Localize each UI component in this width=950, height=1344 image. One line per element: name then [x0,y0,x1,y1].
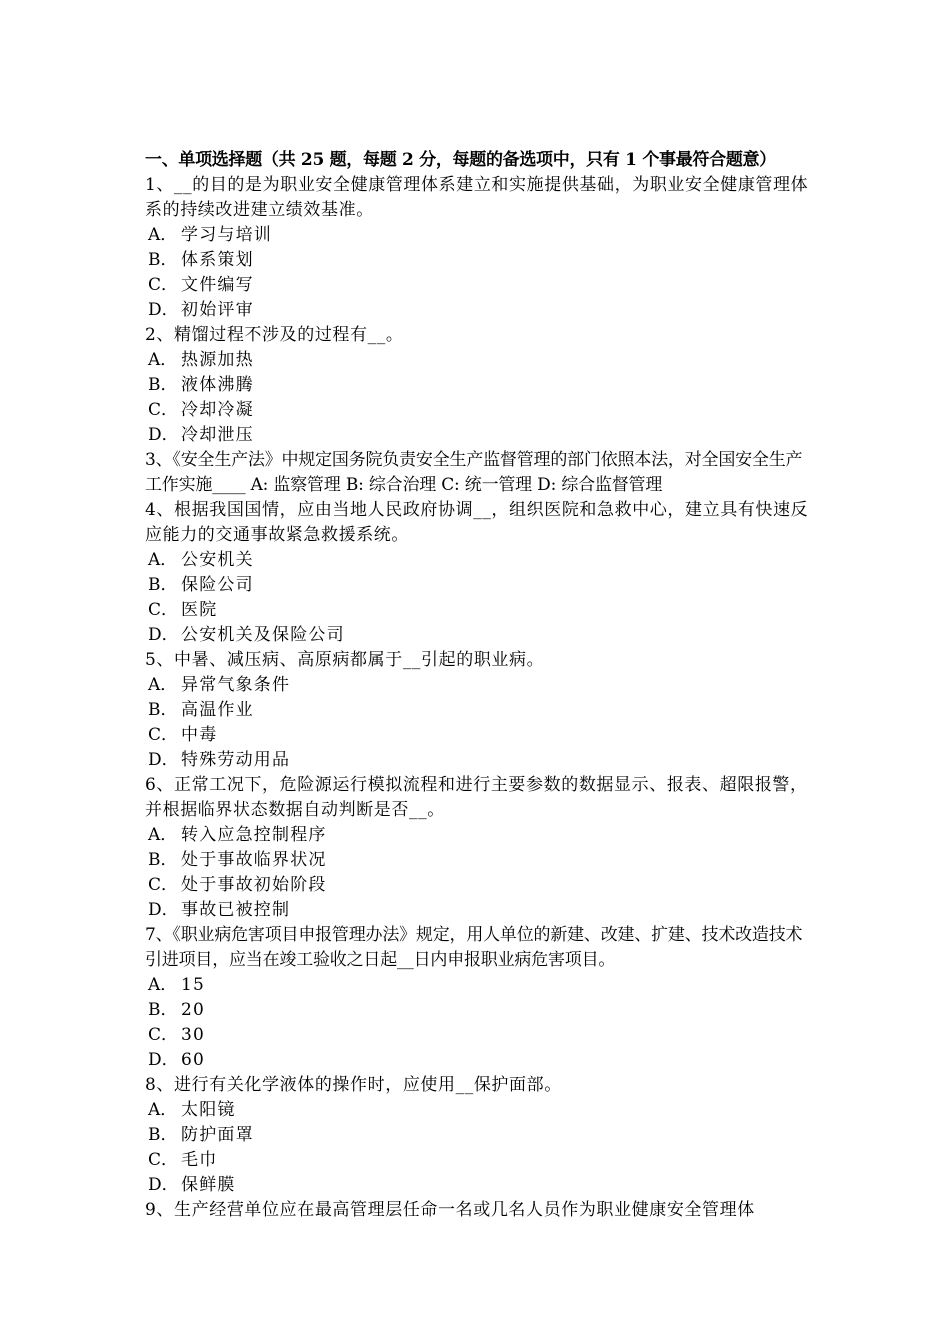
option-text: 公安机关 [181,550,254,570]
option-letter: B． [148,1125,178,1145]
option-a [145,673,810,698]
option-c [145,398,810,423]
option-a [145,223,810,248]
option-b [145,373,810,398]
option-text: 体系策划 [181,250,254,270]
option-text: 医院 [181,600,218,620]
option-a [145,548,810,573]
question-text: 9、生产经营单位应在最高管理层任命一名或几名人员作为职业健康安全管理体 [145,1200,755,1220]
option-d [145,748,810,773]
option-text: 20 [181,1000,206,1020]
option-letter: C． [148,725,179,745]
option-letter: C． [148,600,179,620]
option-text: 液体沸腾 [181,375,254,395]
question-9 [145,1198,810,1223]
option-b [145,998,810,1023]
option-d [145,1173,810,1198]
question-4 [145,498,810,648]
option-letter: B． [148,575,178,595]
question-text: 8、进行有关化学液体的操作时，应使用__保护面部。 [145,1075,562,1095]
option-a [145,1098,810,1123]
option-letter: D． [148,900,179,920]
option-text: 特殊劳动用品 [181,750,291,770]
option-letter: A． [148,550,178,570]
question-text: 5、中暑、减压病、高原病都属于__引起的职业病。 [145,650,545,670]
option-letter: C． [148,1150,179,1170]
question-6 [145,773,810,923]
option-b [145,1123,810,1148]
option-c [145,598,810,623]
option-text: 处于事故初始阶段 [181,875,327,895]
question-1 [145,173,810,323]
option-letter: D． [148,1175,179,1195]
option-letter: D． [148,1050,179,1070]
option-text: 60 [181,1050,206,1070]
question-7 [145,923,810,1073]
question-text: 7、《职业病危害项目申报管理办法》规定，用人单位的新建、改建、扩建、技术改造技术引进项目，应当在竣工验收之日起__日内申报职业病危害项目。 [145,925,803,970]
option-text: 中毒 [181,725,218,745]
option-text: 防护面罩 [181,1125,254,1145]
option-letter: A． [148,225,178,245]
section-heading: 一、单项选择题（共 25 题，每题 2 分，每题的备选项中，只有 1 个事最符合题意） [145,150,776,170]
option-letter: C． [148,875,179,895]
option-letter: A． [148,350,178,370]
option-b [145,573,810,598]
option-text: 文件编写 [181,275,254,295]
option-text: 15 [181,975,206,995]
option-letter: D． [148,425,179,445]
option-c [145,273,810,298]
option-text: 30 [181,1025,206,1045]
question-text: 6、正常工况下，危险源运行模拟流程和进行主要参数的数据显示、报表、超限报警，并根据临界状态数据自动判断是否__。 [145,775,808,820]
option-letter: D． [148,300,179,320]
option-letter: B． [148,375,178,395]
question-text: 1、__的目的是为职业安全健康管理体系建立和实施提供基础，为职业安全健康管理体系的持续改进建立绩效基准。 [145,175,809,220]
option-text: 冷却泄压 [181,425,254,445]
option-a [145,348,810,373]
option-text: 保鲜膜 [181,1175,236,1195]
option-c [145,1148,810,1173]
option-text: 高温作业 [181,700,254,720]
option-b [145,848,810,873]
option-letter: A． [148,1100,178,1120]
option-d [145,298,810,323]
option-letter: C． [148,275,179,295]
option-letter: B． [148,700,178,720]
option-d [145,623,810,648]
option-text: 冷却冷凝 [181,400,254,420]
question-text: 3、《安全生产法》中规定国务院负责安全生产监督管理的部门依照本法，对全国安全生产工作实施____ A: 监察管理 B: 综合治理 C: 统一管理 D: 综合监督管理 [145,450,803,495]
option-text: 学习与培训 [181,225,272,245]
question-3 [145,448,810,498]
option-letter: C． [148,1025,179,1045]
option-letter: B． [148,850,178,870]
option-text: 初始评审 [181,300,254,320]
option-letter: C． [148,400,179,420]
option-text: 太阳镜 [181,1100,236,1120]
option-c [145,873,810,898]
option-d [145,898,810,923]
option-text: 处于事故临界状况 [181,850,327,870]
option-letter: A． [148,675,178,695]
option-text: 公安机关及保险公司 [181,625,345,645]
option-text: 热源加热 [181,350,254,370]
question-2 [145,323,810,448]
option-text: 毛巾 [181,1150,218,1170]
option-c [145,723,810,748]
option-letter: B． [148,250,178,270]
option-letter: D． [148,625,179,645]
option-text: 事故已被控制 [181,900,291,920]
option-text: 异常气象条件 [181,675,291,695]
option-b [145,248,810,273]
exam-content [145,148,810,1223]
question-text: 2、精馏过程不涉及的过程有__。 [145,325,404,345]
option-d [145,1048,810,1073]
option-c [145,1023,810,1048]
option-b [145,698,810,723]
question-5 [145,648,810,773]
option-letter: A． [148,975,178,995]
option-text: 转入应急控制程序 [181,825,327,845]
option-a [145,823,810,848]
question-8 [145,1073,810,1198]
question-text: 4、根据我国国情，应由当地人民政府协调__，组织医院和急救中心，建立具有快速反应能力的交通事故紧急救援系统。 [145,500,809,545]
option-letter: A． [148,825,178,845]
option-letter: D． [148,750,179,770]
option-d [145,423,810,448]
option-a [145,973,810,998]
option-text: 保险公司 [181,575,254,595]
option-letter: B． [148,1000,178,1020]
